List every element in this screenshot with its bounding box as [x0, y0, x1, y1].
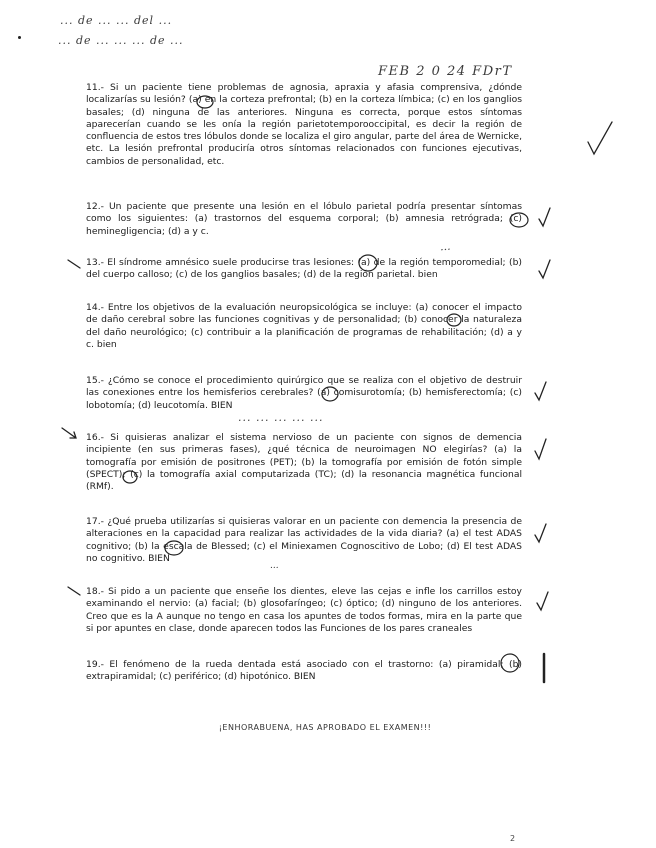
question-15: 15.- ¿Cómo se conoce el procedimiento quirúrgico que se realiza con el objetivo de destruir las conexiones entre los hemisferios cerebrales? (a) comisurotomía; (b) hemisferectomía; (c) lobotomía; (d) leucotomía. BIEN: [86, 375, 522, 411]
question-12: 12.- Un paciente que presente una lesión en el lóbulo parietal podría presentar síntomas como los siguientes: (a) trastornos del esquema corporal; (b) amnesia retrógrada; (c) heminegligencia; (d) a y c.: [86, 201, 522, 237]
check-mark-icon: [538, 206, 552, 228]
circled-answer-icon: [121, 470, 139, 484]
check-mark-icon: [538, 258, 552, 280]
arrow-mark-icon: [66, 258, 82, 272]
circled-answer-icon: [320, 386, 340, 402]
question-11: 11.- Si un paciente tiene problemas de agnosia, apraxia y afasia comprensiva, ¿dónde localizarías su lesión? (a) en la corteza prefrontal; (b) en la corteza límbica; (c) en los ganglios basales; (d) ninguna de las anteriores. Ninguna es correcta, porque estos síntomas aparecerían cuando se les onía la región parietotemporooccipital, es decir la región de confluencia de estos tres lóbulos donde se localiza el giro angular, parte del área de Wernicke, etc. La lesión prefrontal produciría otros síntomas relacionados con funciones ejecutivas, cambios de personalidad, etc.: [86, 82, 522, 167]
circled-answer-icon: [163, 540, 185, 556]
check-mark-icon: [586, 120, 616, 160]
circled-answer-icon: [195, 95, 215, 109]
handwritten-code: FEB 2 0 24 FDrT: [378, 64, 513, 79]
ink-stroke-icon: [540, 652, 548, 684]
question-13: 13.- El síndrome amnésico suele producirse tras lesiones: (a) de la región temporomedial; (b) del cuerpo calloso; (c) de los ganglios basales; (d) de la región parietal. bien: [86, 257, 522, 281]
check-mark-icon: [534, 380, 548, 402]
question-17: 17.- ¿Qué prueba utilizarías si quisieras valorar en un paciente con demencia la presencia de alteraciones en la capacidad para realizar las actividades de la vida diaria? (a) el test ADAS cognitivo; (b) la escala de Blessed; (c) el Miniexamen Cognoscitivo de Lobo; (d) El test ADAS no cognitivo. BIEN: [86, 516, 522, 564]
check-mark-icon: [534, 437, 548, 461]
footer-message: ¡ENHORABUENA, HAS APROBADO EL EXAMEN!!!: [218, 723, 432, 732]
handwritten-note-q13: ...: [439, 239, 451, 254]
page-number: 2: [510, 834, 516, 843]
handwritten-note-q15: ... ... ... ... ...: [238, 411, 324, 424]
question-16: 16.- Si quisieras analizar el sistema nervioso de un paciente con signos de demencia incipiente (en sus primeras fases), ¿qué técnica de neuroimagen NO elegirías? (a) la tomografía por emisión de positrones (PET); (b) la tomografía por emisión de fotón simple (SPECT); (c) la tomografía axial computarizada (TC); (d) la resonancia magnética funcional (RMf).: [86, 432, 522, 493]
arrow-mark-icon: [66, 585, 82, 599]
question-19: 19.- El fenómeno de la rueda dentada está asociado con el trastorno: (a) piramidal; (b) extrapiramidal; (c) periférico; (d) hipotónico. BIEN: [86, 659, 522, 683]
handwritten-header-line-1: ... de ... ... del ...: [60, 14, 173, 27]
ink-dot: [18, 36, 21, 39]
circled-answer-icon: [445, 313, 463, 327]
circled-answer-icon: [357, 254, 379, 272]
circled-answer-icon: [499, 653, 521, 673]
check-mark-icon: [534, 522, 548, 544]
check-mark-icon: [536, 590, 550, 612]
handwritten-note-q17: ...: [270, 561, 279, 571]
question-18: 18.- Si pido a un paciente que enseñe los dientes, eleve las cejas e infle los carrillos estoy examinando el nervio: (a) facial; (b) glosofaríngeo; (c) óptico; (d) ninguno de los anteriores. Creo que es la A aunque no tengo en casa los apuntes de todos formas, mira en la parte que si por apuntes en clase, donde aparecen todos las Funciones de los pares craneales: [86, 586, 522, 634]
arrow-mark-icon: [60, 426, 80, 444]
handwritten-header-line-2: ... de ... ... ... de ...: [58, 34, 184, 47]
question-14: 14.- Entre los objetivos de la evaluación neuropsicológica se incluye: (a) conocer el impacto de daño cerebral sobre las funciones cognitivas y de personalidad; (b) conocer la naturaleza del daño neurológico; (c) contribuir a la planificación de programas de rehabilitación; (d) a y c. bien: [86, 302, 522, 350]
circled-answer-icon: [508, 212, 530, 228]
